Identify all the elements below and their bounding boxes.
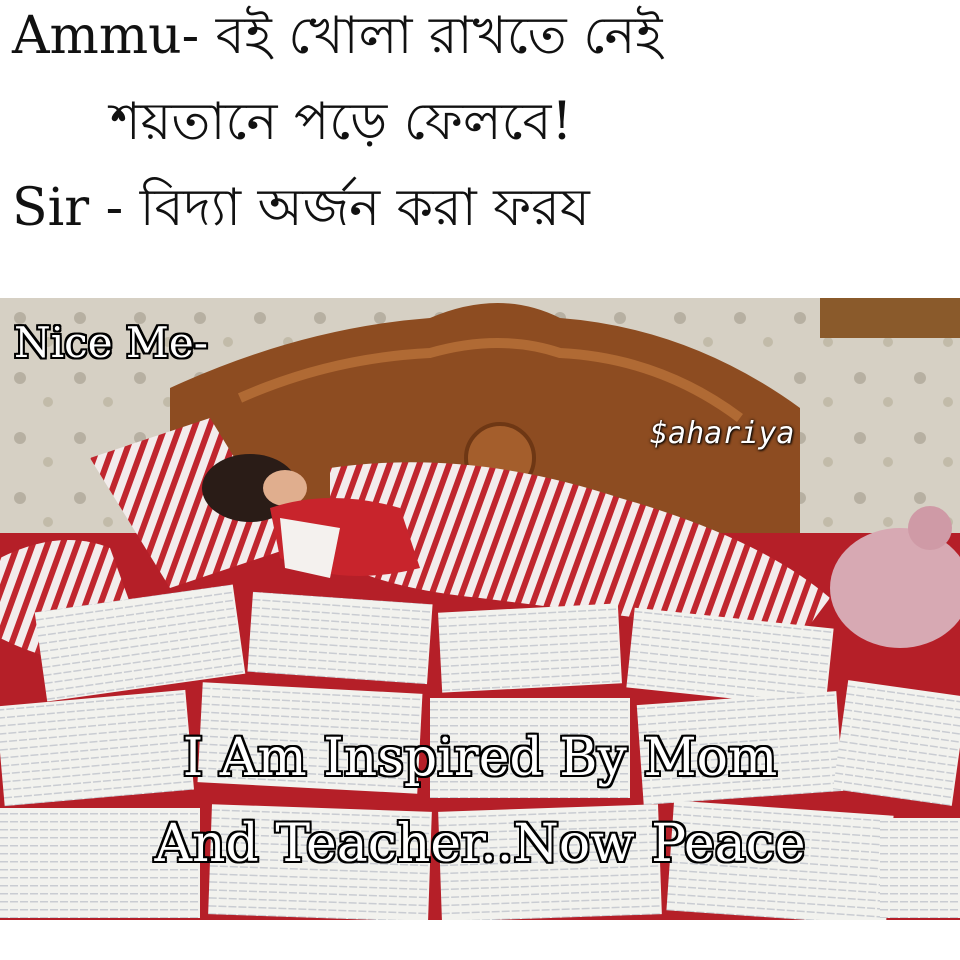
meme-caption bbox=[0, 0, 960, 300]
teddy-bear-ear bbox=[908, 506, 952, 550]
caption-line-sir: Sir - বিদ্যা অর্জন করা ফরয bbox=[12, 178, 590, 238]
watermark: $ahariya bbox=[650, 416, 795, 451]
nice-me-label: Nice Me- bbox=[14, 318, 208, 367]
wall-shelf bbox=[820, 298, 960, 338]
meme-photo bbox=[0, 298, 960, 920]
footer-whitespace bbox=[0, 920, 960, 960]
bottom-caption-line-2: And Teacher..Now Peace bbox=[154, 814, 806, 874]
caption-line-ammu: Ammu- বই খোলা রাখতে নেই bbox=[12, 6, 663, 66]
caption-line-satan: শয়তানে পড়ে ফেলবে! bbox=[110, 92, 573, 152]
bottom-caption-line-1: I Am Inspired By Mom bbox=[182, 728, 778, 788]
